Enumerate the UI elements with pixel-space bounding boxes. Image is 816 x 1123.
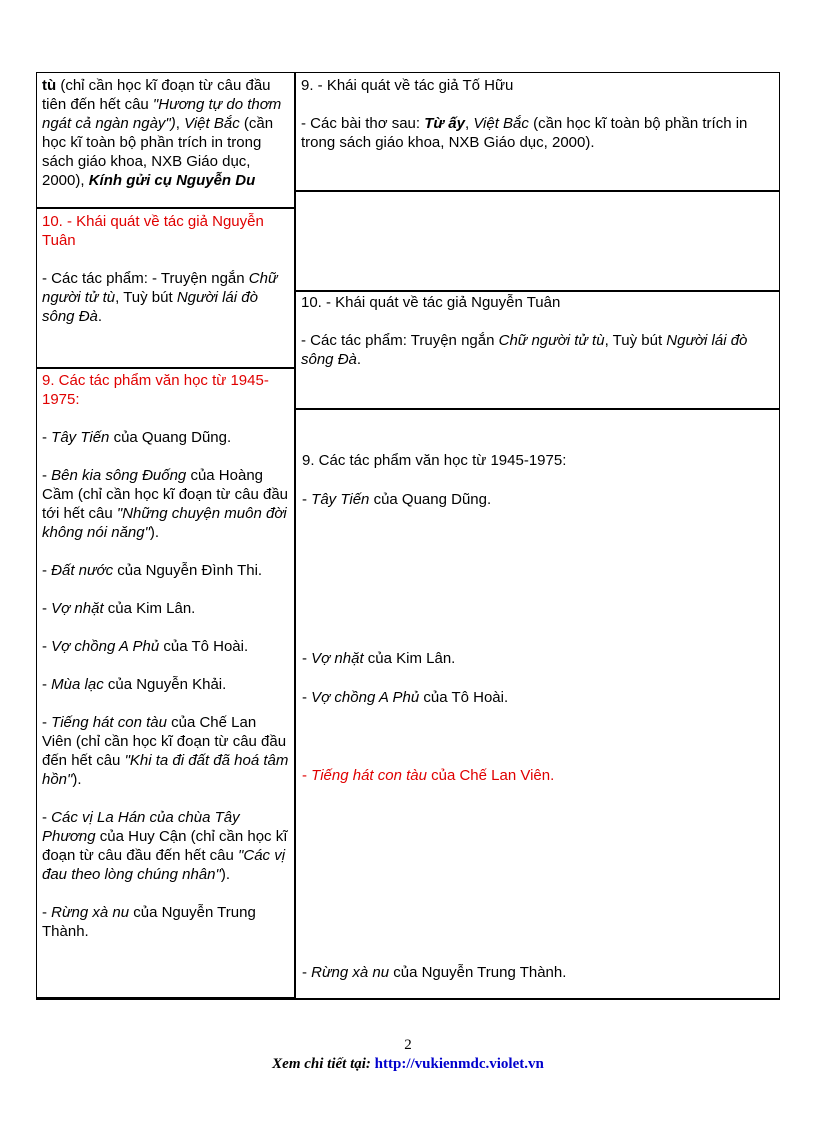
- section-title: 9. Các tác phẩm văn học từ 1945-1975:: [302, 452, 567, 469]
- left-cell-nguyen-tuan: [36, 208, 295, 368]
- left-cell-continuation: [36, 72, 295, 208]
- list-item: - Tây Tiến của Quang Dũng.: [42, 429, 232, 446]
- page-number: 2: [404, 1037, 412, 1053]
- poems-text: - Các bài thơ sau: Từ ấy, Việt Bắc (cần học kĩ toàn bộ phần trích in trong sách giáo khoa, NXB Giáo dục, 2000).: [301, 115, 748, 151]
- list-item: - Rừng xà nu của Nguyễn Trung Thành.: [302, 964, 567, 981]
- list-item: - Vợ chồng A Phủ của Tô Hoài.: [302, 689, 509, 706]
- section-title: 10. - Khái quát về tác giả Nguyễn Tuân: [301, 294, 561, 311]
- footer-source: [0, 1055, 816, 1074]
- list-item: - Vợ nhặt của Kim Lân.: [42, 600, 196, 617]
- continuation-text: tù (chỉ cần học kĩ đoạn từ câu đầu tiên đến hết câu "Hương tự do thơm ngát cả ngàn ngày"), Việt Bắc (cần học kĩ toàn bộ phần trích in trong sách giáo khoa, NXB Giáo dục, 2000), Kính gửi cụ Nguyễn Du: [42, 77, 282, 189]
- right-cell-nguyen-tuan: [295, 291, 780, 409]
- left-cell-works-1945-1975: [36, 368, 295, 998]
- list-item: - Rừng xà nu của Nguyễn Trung Thành.: [42, 904, 256, 940]
- footer-url-link[interactable]: http://vukienmdc.violet.vn: [374, 1056, 544, 1072]
- right-cell-empty: [295, 191, 780, 291]
- list-item: - Đất nước của Nguyễn Đình Thi.: [42, 562, 263, 579]
- list-item: - Các vị La Hán của chùa Tây Phương của Huy Cận (chỉ cần học kĩ đoạn từ câu đầu đến hết câu "Các vị đau theo lòng chúng nhân").: [42, 809, 288, 883]
- list-item: - Vợ chồng A Phủ của Tô Hoài.: [42, 638, 249, 655]
- list-item: - Tây Tiến của Quang Dũng.: [302, 491, 492, 508]
- section-title: 9. - Khái quát về tác giả Tố Hữu: [301, 77, 514, 94]
- right-cell-to-huu: [295, 72, 780, 191]
- works-text: - Các tác phẩm: Truyện ngắn Chữ người tử tù, Tuỳ bút Người lái đò sông Đà.: [301, 332, 748, 368]
- list-item: - Tiếng hát con tàu của Chế Lan Viên (chỉ cần học kĩ đoạn từ câu đầu đến hết câu "Khi ta đi đất đã hoá tâm hồn").: [42, 714, 289, 788]
- list-item: - Tiếng hát con tàu của Chế Lan Viên.: [302, 767, 555, 784]
- list-item: - Bên kia sông Đuống của Hoàng Cầm (chỉ cần học kĩ đoạn từ câu đầu tới hết câu "Những chuyện muôn đời không nói năng").: [42, 467, 289, 541]
- footer-label: Xem chi tiết tại:: [272, 1056, 375, 1072]
- section-title: 10. - Khái quát về tác giả Nguyễn Tuân: [42, 213, 264, 249]
- right-cell-works-1945-1975: [295, 409, 780, 998]
- section-title: 9. Các tác phẩm văn học từ 1945-1975:: [42, 372, 269, 408]
- works-text: - Các tác phẩm: - Truyện ngắn Chữ người tử tù, Tuỳ bút Người lái đò sông Đà.: [42, 270, 278, 325]
- list-item: - Mùa lạc của Nguyễn Khải.: [42, 676, 227, 693]
- list-item: - Vợ nhặt của Kim Lân.: [302, 650, 456, 667]
